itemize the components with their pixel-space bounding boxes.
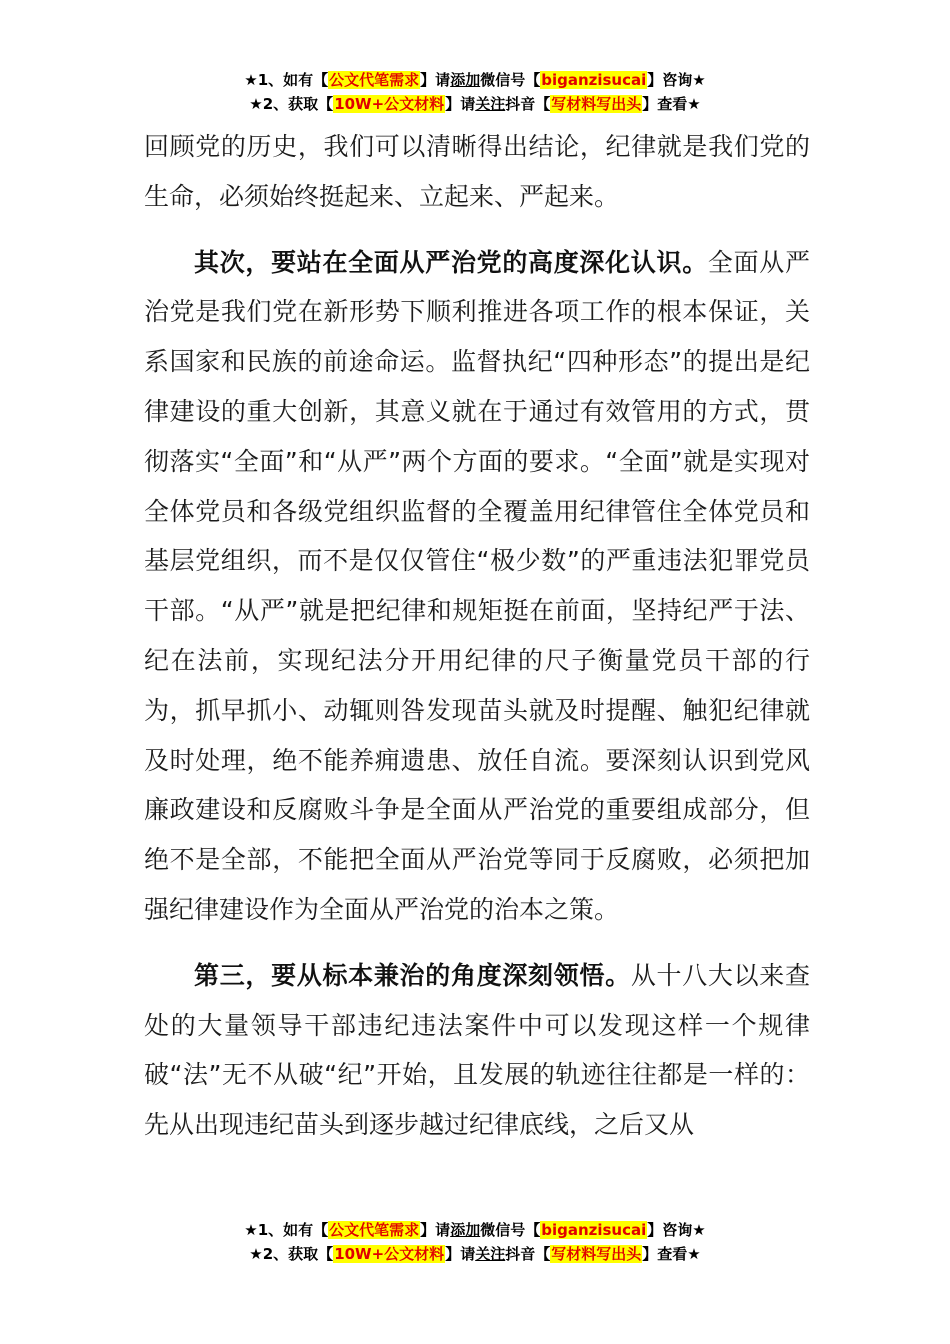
- banner-text: 】请: [420, 1221, 451, 1239]
- banner-highlight: biganzisucai: [541, 1221, 647, 1239]
- banner-line-1: [0, 1218, 950, 1242]
- banner-highlight: 公文代笔需求: [329, 1221, 420, 1239]
- banner-highlight: 写材料写出头: [551, 1245, 642, 1263]
- banner-emphasis: 关注: [475, 95, 506, 113]
- banner-text: ★2、获取【: [249, 1245, 334, 1263]
- banner-highlight: 写材料写出头: [551, 95, 642, 113]
- banner-text: ★1、如有【: [244, 1221, 329, 1239]
- banner-line-2: [0, 92, 950, 116]
- banner-highlight: 10W+公文材料: [334, 1245, 445, 1263]
- banner-text: 】请: [420, 71, 451, 89]
- document-body: [144, 122, 810, 1150]
- banner-text: 】查看★: [642, 1245, 701, 1263]
- footer-banner: [0, 1218, 950, 1266]
- banner-line-2: [0, 1242, 950, 1266]
- banner-text: 微信号【: [480, 71, 541, 89]
- banner-text: 抖音【: [505, 1245, 551, 1263]
- banner-highlight: biganzisucai: [541, 71, 647, 89]
- banner-emphasis: 添加: [450, 71, 481, 89]
- banner-text: ★2、获取【: [249, 95, 334, 113]
- banner-line-1: [0, 68, 950, 92]
- banner-text: 】请: [445, 1245, 476, 1263]
- paragraph-text: 全面从严治党是我们党在新形势下顺利推进各项工作的根本保证，关系国家和民族的前途命运。监督执纪“四种形态”的提出是纪律建设的重大创新，其意义就在于通过有效管用的方式，贯彻落实“全面”和“从严”两个方面的要求。“全面”就是实现对全体党员和各级党组织监督的全覆盖用纪律管住全体党员和基层党组织，而不是仅仅管住“极少数”的严重违法犯罪党员干部。“从严”就是把纪律和规矩挺在前面，坚持纪严于法、纪在法前，实现纪法分开用纪律的尺子衡量党员干部的行为，抓早抓小、动辄则咎发现苗头就及时提醒、触犯纪律就及时处理，绝不能养痈遗患、放任自流。要深刻认识到党风廉政建设和反腐败斗争是全面从严治党的重要组成部分，但绝不是全部，不能把全面从严治党等同于反腐败，必须把加强纪律建设作为全面从严治党的治本之策。: [144, 247, 810, 924]
- header-banner: [0, 68, 950, 116]
- banner-text: 】查看★: [642, 95, 701, 113]
- banner-text: 】咨询★: [647, 1221, 706, 1239]
- paragraph-text: 从十八大以来查处的大量领导干部违纪违法案件中可以发现这样一个规律破“法”无不从破“纪”开始，且发展的轨迹往往都是一样的：先从出现违纪苗头到逐步越过纪律底线，之后又从: [144, 960, 810, 1140]
- banner-text: 抖音【: [505, 95, 551, 113]
- banner-text: 】咨询★: [647, 71, 706, 89]
- paragraph-3: [144, 951, 810, 1150]
- banner-emphasis: 添加: [450, 1221, 481, 1239]
- banner-highlight: 公文代笔需求: [329, 71, 420, 89]
- paragraph-heading: 其次，要站在全面从严治党的高度深化认识。: [194, 247, 708, 277]
- paragraph-heading: 第三，要从标本兼治的角度深刻领悟。: [194, 960, 631, 990]
- banner-text: 微信号【: [480, 1221, 541, 1239]
- banner-text: 】请: [445, 95, 476, 113]
- banner-highlight: 10W+公文材料: [334, 95, 445, 113]
- paragraph-2: [144, 238, 810, 935]
- paragraph-1: 回顾党的历史，我们可以清晰得出结论，纪律就是我们党的生命，必须始终挺起来、立起来、严起来。: [144, 132, 810, 211]
- banner-emphasis: 关注: [475, 1245, 506, 1263]
- banner-text: ★1、如有【: [244, 71, 329, 89]
